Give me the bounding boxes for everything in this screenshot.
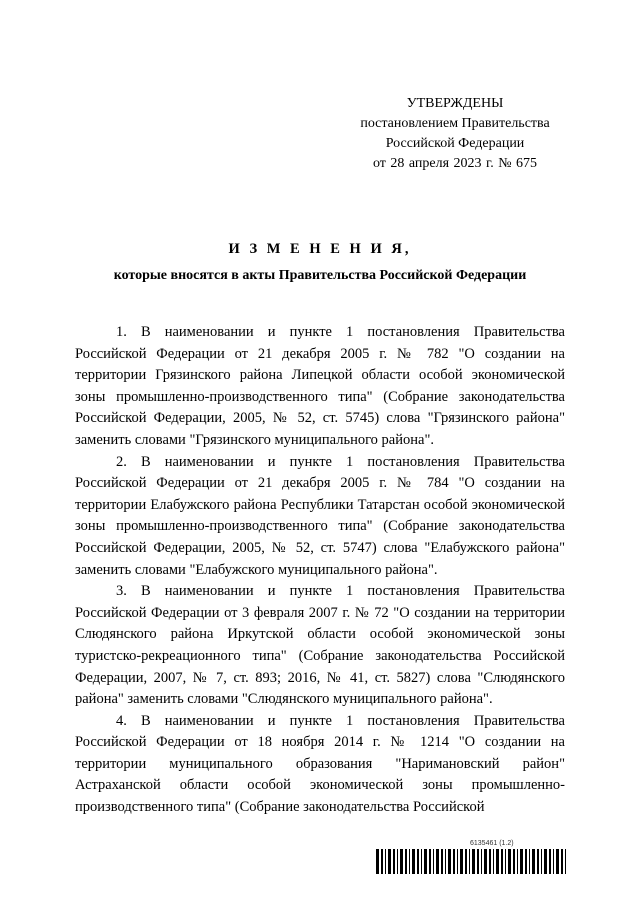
barcode-label: 6135461 (1.2)	[470, 840, 514, 847]
approval-date: от 28 апреля 2023 г. № 675	[372, 156, 538, 171]
document-body	[75, 322, 565, 819]
paragraph-4: 4. В наименовании и пункте 1 постановления Правительства Российской Федерации от 18 ноября 2014 г. № 1214 "О создании на территории муниципального образования "Наримановский район" Астраханской области особой экономической зоны промышленно-производственного типа" (Собрание законодательства Российской	[75, 712, 565, 816]
approval-title: УТВЕРЖДЕНЫ	[406, 96, 504, 111]
approval-line-resolution: постановлением Правительства	[360, 116, 550, 131]
paragraph-2: 2. В наименовании и пункте 1 постановления Правительства Российской Федерации от 21 декабря 2005 г. № 784 "О создании на территории Елабужского района Республики Татарстан особой экономической зоны промышленно-производственного типа" (Собрание законодательства Российской Федерации, 2005, № 52, ст. 5747) слова "Елабужского района" заменить словами "Елабужского муниципального района".	[75, 453, 565, 578]
document-subtitle: которые вносятся в акты Правительства Российской Федерации	[113, 268, 527, 283]
barcode-icon	[376, 849, 568, 874]
paragraph-1: 1. В наименовании и пункте 1 постановления Правительства Российской Федерации от 21 декабря 2005 г. № 782 "О создании на территории Грязинского района Липецкой области особой экономической зоны промышленно-производственного типа" (Собрание законодательства Российской Федерации, 2005, № 52, ст. 5745) слова "Грязинского района" заменить словами "Грязинского муниципального района".	[75, 324, 565, 448]
approval-line-federation: Российской Федерации	[385, 136, 525, 151]
paragraph-3: 3. В наименовании и пункте 1 постановления Правительства Российской Федерации от 3 февраля 2007 г. № 72 "О создании на территории Слюдянского района Иркутской области особой экономической зоны туристско-рекреационного типа" (Собрание законодательства Российской Федерации, 2007, № 7, ст. 893; 2016, № 41, ст. 5827) слова "Слюдянского района" заменить словами "Слюдянского муниципального района".	[75, 583, 565, 708]
document-title: И З М Е Н Е Н И Я,	[228, 241, 412, 257]
approval-stamp	[340, 94, 570, 174]
